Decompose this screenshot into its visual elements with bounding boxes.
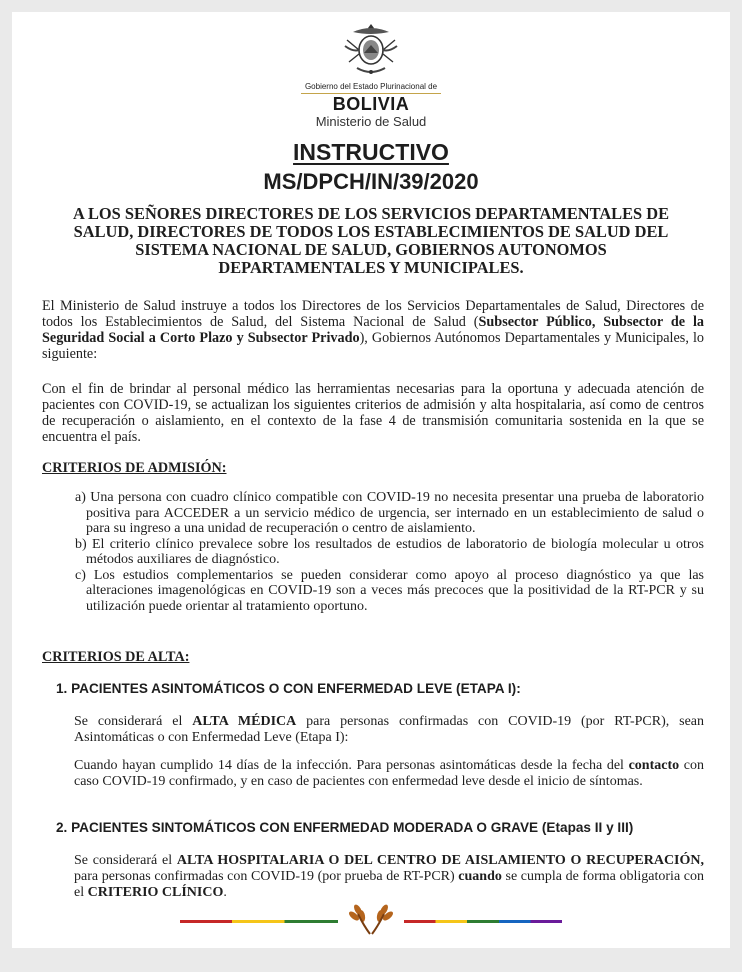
footer-ornament [12,898,730,938]
admission-heading: CRITERIOS DE ADMISIÓN: [42,460,227,476]
paragraph-intro-text: El Ministerio de Salud instruye a todos los Directores de los Servicios Departamentales de Salud, Directores de todos los Establecimientos de Salud, del Sistema Nacional de Salud ( [42,298,704,330]
s2-bold-2: cuando [458,869,502,884]
discharge-section-2-heading: 2. PACIENTES SINTOMÁTICOS CON ENFERMEDAD MODERADA O GRAVE (Etapas II y III) [56,820,634,835]
s1p1-end: para personas confirmadas con COVID-19 (por RT-PCR), sean Asintomáticas o con Enfermedad Leve (Etapa I): [74,714,704,745]
title-line-1: INSTRUCTIVO [293,139,449,165]
s1p2-text: Cuando hayan cumplido 14 días de la infección. Para personas asintomáticas desde la fecha del [74,758,629,773]
s1p1-text: Se considerará el [74,714,193,729]
s1p2-bold: contacto [628,758,680,773]
s2-text-3: se cumpla de forma obligatoria con el [74,869,705,900]
s1p1-bold: ALTA MÉDICA [192,714,297,729]
wheat-sheaves-icon [344,902,398,936]
government-line: Gobierno del Estado Plurinacional de [304,82,438,91]
s2-end: . [223,885,227,900]
letterhead [12,20,730,129]
paragraph-context: Con el fin de brindar al personal médico las herramientas necesarias para la oportuna y adecuada atención de pacientes con COVID-19, se actualizan los siguientes criterios de admisión y alta hospitalaria, así como de centros de recuperación o aislamiento, en el contexto de la fase 4 de transmisión comunitaria sostenida en la que se encuentra el país. [42,381,704,445]
bolivia-coat-of-arms-icon [343,20,399,80]
discharge-section-1-paragraph-1 [74,714,704,746]
paragraph-intro-end: ), Gobiernos Autónomos Departamentales y Municipales, lo siguiente: [42,330,704,362]
s2-text-2: para personas confirmadas con COVID-19 (por prueba de RT-PCR) [74,869,459,884]
admission-criterion-b: b) El criterio clínico prevalece sobre los resultados de estudios de laboratorio de biología molecular u otros métodos auxiliares de diagnóstico. [75,536,704,567]
admission-criterion-a: a) Una persona con cuadro clínico compatible con COVID-19 no necesita presentar una prueba de laboratorio positiva para ACCEDER a un servicio médico de urgencia, ser internado en un establecimiento de salud o para su ingreso a una unidad de recuperación o centro de aislamiento. [75,490,704,536]
ministry-name: Ministerio de Salud [315,114,427,129]
footer-bar-right [404,920,562,923]
discharge-section-1-heading: 1. PACIENTES ASINTOMÁTICOS O CON ENFERMEDAD LEVE (ETAPA I): [56,681,521,696]
addressee: A LOS SEÑORES DIRECTORES DE LOS SERVICIOS DEPARTAMENTALES DE SALUD, DIRECTORES DE TODOS LOS ESTABLECIMIENTOS DE SALUD DEL SISTEMA NACIONAL DE SALUD, GOBIERNOS AUTONOMOS DEPARTAMENTALES Y MUNICIPALES. [72,204,670,277]
footer-bar-left [180,920,338,923]
admission-criterion-c: c) Los estudios complementarios se pueden considerar como apoyo al proceso diagnóstico ya que las alteraciones imagenológicas en COVID-19 son a veces más precoces que la positividad de la RT-PCR y su utilización puede orientar al tratamiento oportuno. [75,567,704,614]
paragraph-intro [42,298,704,362]
admission-criteria-list [42,490,704,614]
document-title [12,138,730,196]
discharge-section-1-paragraph-2 [74,758,704,790]
s1p2-end: con caso COVID-19 confirmado, y en caso de pacientes con enfermedad leve desde el inicio de síntomas. [74,758,704,789]
s2-bold-3: CRITERIO CLÍNICO [87,885,224,900]
document-number: MS/DPCH/IN/39/2020 [263,169,479,194]
document-page [12,12,730,948]
s2-text: Se considerará el [74,853,177,868]
discharge-heading: CRITERIOS DE ALTA: [42,649,190,665]
paragraph-intro-bold: Subsector Público, Subsector de la Seguridad Social a Corto Plazo y Subsector Privado [42,314,704,346]
country-name: BOLIVIA [332,94,410,114]
discharge-section-2-paragraph [74,853,704,901]
s2-bold-1: ALTA HOSPITALARIA O DEL CENTRO DE AISLAMIENTO O RECUPERACIÓN, [176,853,705,868]
